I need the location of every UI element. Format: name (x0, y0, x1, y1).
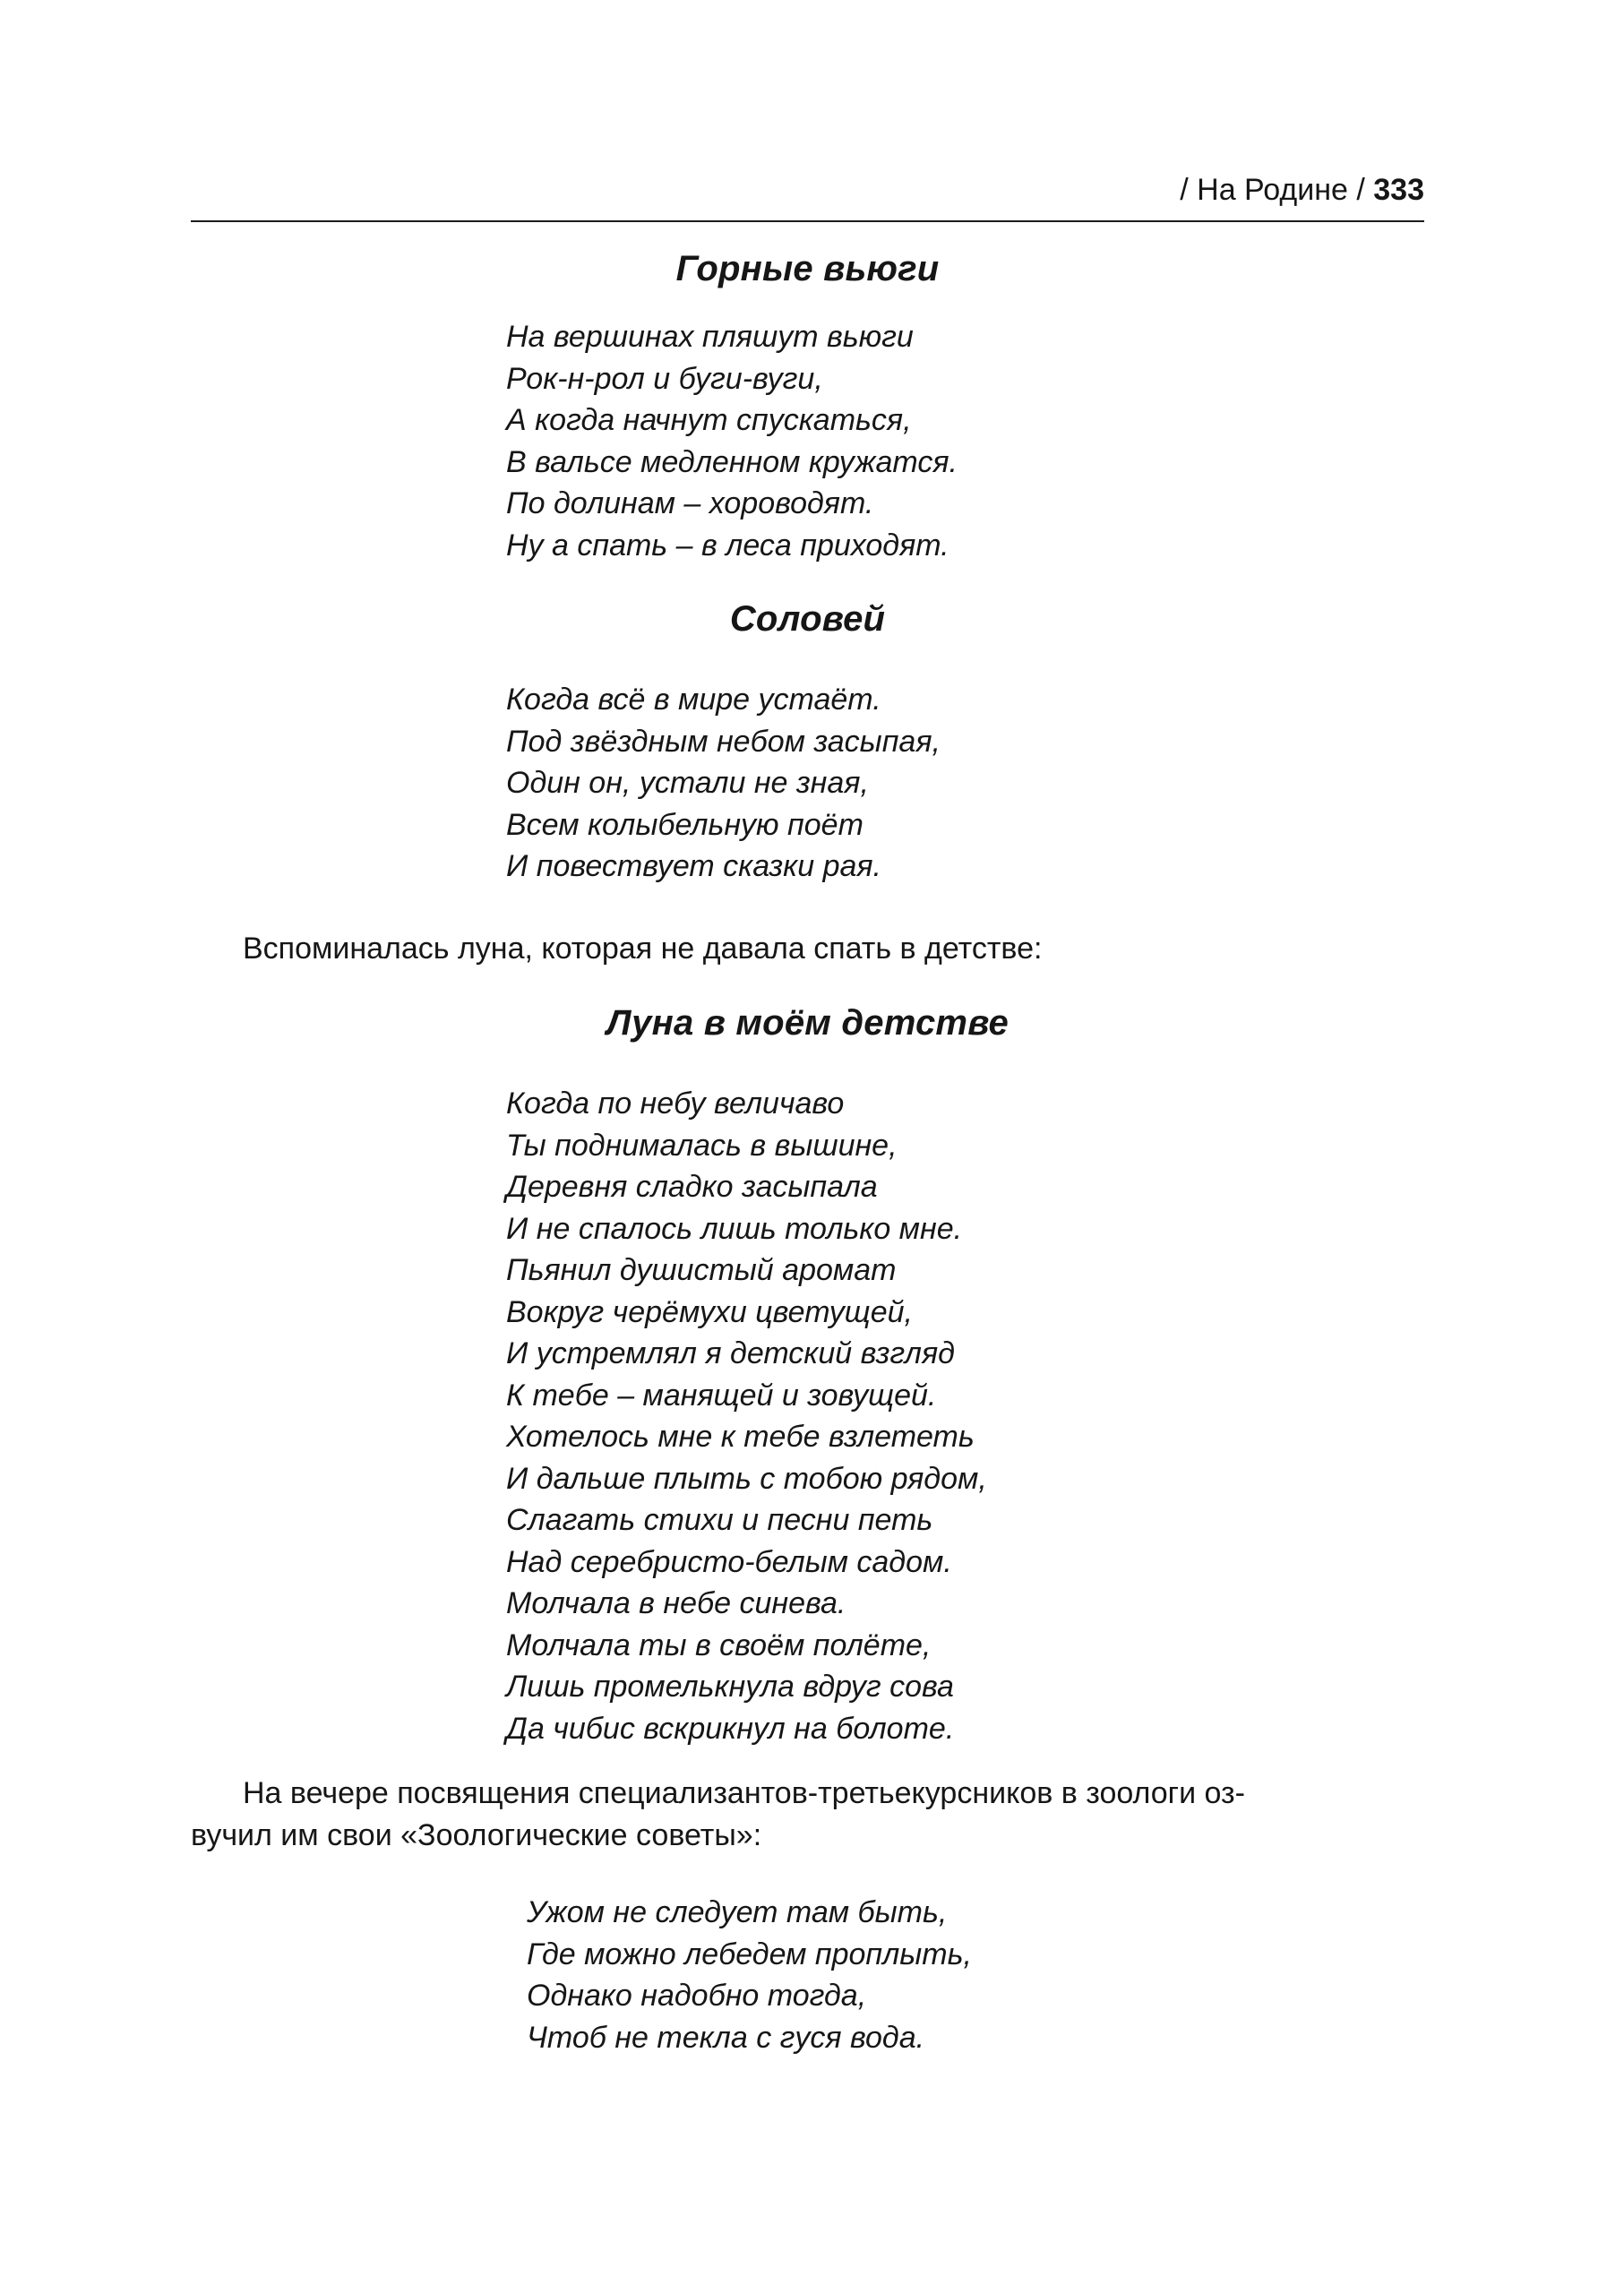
poem-line: И не спалось лишь только мне. (506, 1211, 963, 1246)
poem-line: Да чибис вскрикнул на болоте. (506, 1711, 955, 1746)
poem-line: Однако надобно тогда, (527, 1979, 867, 2013)
page-content (191, 0, 1424, 2058)
poem-line: Хотелось мне к тебе взлететь (506, 1420, 975, 1454)
poem-line: И устремлял я детский взгляд (506, 1336, 955, 1370)
page-number: 333 (1373, 173, 1424, 207)
poem-line: Всем колыбельную поёт (506, 807, 864, 842)
poem-line: Над серебристо-белым садом. (506, 1544, 952, 1579)
paragraph-luna-intro (191, 928, 1424, 970)
poem-line: На вершинах пляшут вьюги (506, 320, 914, 354)
poem-line: К тебе – манящей и зовущей. (506, 1378, 937, 1413)
poem-gornye-vyugi (506, 316, 1424, 566)
paragraph-sovety-intro (191, 1773, 1424, 1856)
poem-line: Когда по небу величаво (506, 1086, 845, 1121)
poem-line: Под звёздным небом засыпая, (506, 724, 941, 759)
poem-line: В вальсе медленном кружатся. (506, 444, 958, 479)
poem-line: Вокруг черёмухи цветущей, (506, 1294, 913, 1329)
poem-line: Ну а спать – в леса приходят. (506, 528, 949, 563)
poem-title-gornye-vyugi: Горные вьюги (675, 249, 940, 288)
breadcrumb: / На Родине / (1180, 173, 1374, 207)
poem-line: Ужом не следует там быть, (527, 1895, 948, 1929)
poem-line: Чтоб не текла с гуся вода. (527, 2020, 925, 2055)
poem-title-solovey: Соловей (729, 599, 886, 639)
poem-line: Слагать стихи и песни петь (506, 1503, 933, 1537)
poem-line: Пьянил душистый аромат (506, 1253, 897, 1287)
poem-line: Один он, устали не зная, (506, 766, 869, 800)
header-divider (191, 220, 1424, 222)
poem-line: Рок-н-рол и буги-вуги, (506, 361, 823, 396)
page-header (191, 0, 1424, 208)
poem-line: Молчала ты в своём полёте, (506, 1627, 932, 1662)
poem-line: А когда начнут спускаться, (506, 403, 912, 437)
poem-line: По долинам – хороводят. (506, 486, 874, 520)
paragraph-line: Вспоминалась луна, которая не давала спать в детстве: (243, 931, 1043, 966)
paragraph-line: вучил им свои «Зоологические советы»: (191, 1817, 762, 1852)
poem-title-luna: Луна в моём детстве (606, 1003, 1009, 1043)
poem-solovey (506, 679, 1424, 888)
paragraph-line: На вечере посвящения специализантов-третьекурсников в зоологи оз- (243, 1776, 1245, 1810)
poem-line: Молчала в небе синева. (506, 1586, 846, 1620)
poem-line: Деревня сладко засыпала (506, 1170, 878, 1204)
poem-zoologicheskie-sovety (527, 1892, 1424, 2058)
poem-luna (506, 1083, 1424, 1749)
poem-line: И повествует сказки рая. (506, 849, 882, 883)
poem-line: Где можно лебедем проплыть, (527, 1937, 972, 1971)
poem-line: Ты поднималась в вышине, (506, 1128, 898, 1163)
poem-line: Лишь промелькнула вдруг сова (506, 1670, 954, 1704)
poem-line: Когда всё в мире устаёт. (506, 683, 881, 717)
poem-line: И дальше плыть с тобою рядом, (506, 1461, 987, 1496)
